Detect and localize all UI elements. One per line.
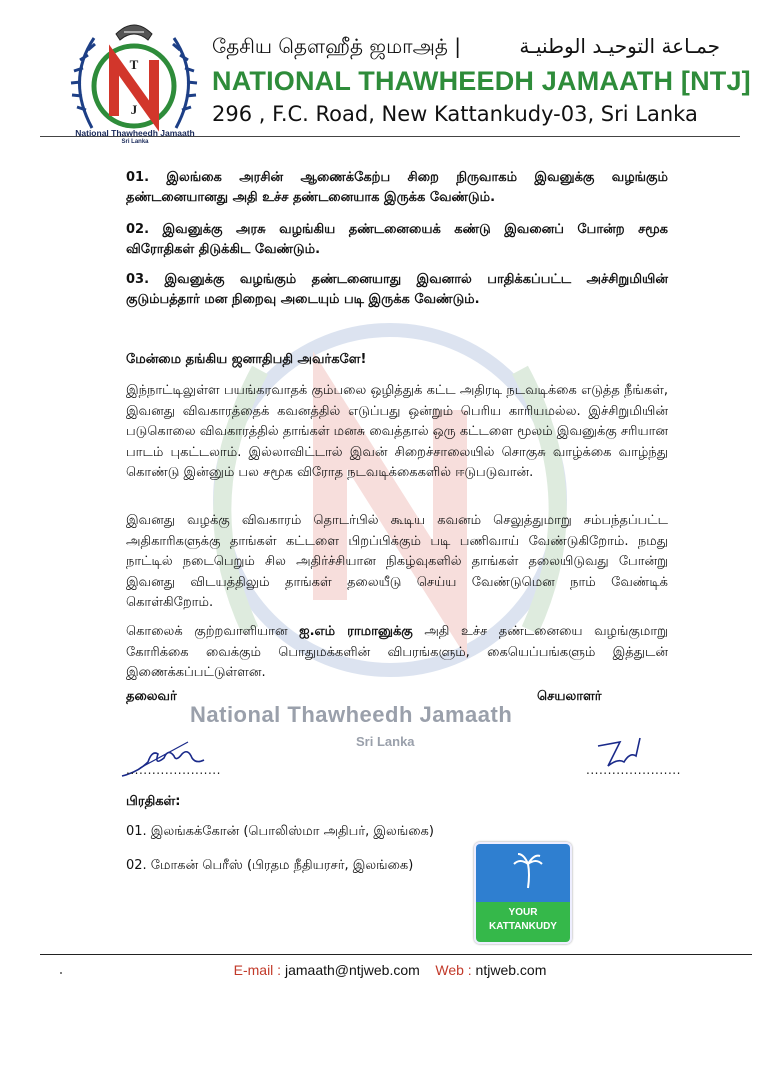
web-label: Web : xyxy=(435,962,472,978)
salutation: மேன்மை தங்கிய ஜனாதிபதி அவர்களே! xyxy=(126,352,367,367)
your-kattankudy-badge xyxy=(474,842,572,944)
org-address: 296 , F.C. Road, New Kattankudy-03, Sri Lanka xyxy=(212,102,698,126)
body-paragraph: இந்நாட்டிலுள்ள பயங்கரவாதக் கும்பலை ஒழித்துக் கட்ட அதிரடி நடவடிக்கை எடுத்த நீங்கள், இவனது விவகாரத்தைக் கவனத்தில் எடுப்பது ஒன்றும் பெரிய காரியமல்ல. இச்சிறுமியின் படுகொலை விவகாரத்தில் தாங்கள் மனசு வைத்தால் ஒரு கட்டளை மூலம் இவனுக்கு சரியான பாடம் புகட்டலாம். இல்லாவிட்டால் இவன் சிறைச்சாலையில் சொகுசு வாழ்க்கை வாழ்ந்து கொண்டு இன்னும் பல சமூக விரோத நடவடிக்கைகளில் ஈடுபடுவான். xyxy=(126,383,668,480)
copy-recipient: 01. இலங்கக்கோன் (பொலிஸ்மா அதிபர், இலங்கை) xyxy=(126,824,434,839)
org-name-english: NATIONAL THAWHEEDH JAMAATH [NTJ] xyxy=(212,66,751,96)
demand-item: 03. இவனுக்கு வழங்கும் தண்டனையாது இவனால் பாதிக்கப்பட்ட அச்சிறுமியின் குடும்பத்தார் மன நிறைவு அடையும் படி இருக்க வேண்டும். xyxy=(126,272,668,307)
crescent-palm-icon xyxy=(498,850,548,898)
copies-heading: பிரதிகள்: xyxy=(126,794,181,809)
email-label: E-mail : xyxy=(233,962,282,978)
org-name-tamil: தேசிய தௌஹீத் ஜமாஅத் xyxy=(212,34,448,58)
body-paragraph: இவனது வழக்கு விவகாரம் தொடர்பில் கூடிய கவனம் செலுத்துமாறு சம்பந்தப்பட்ட அதிகாரிகளுக்கு தாங்கள் கட்டளை பிறப்பிக்கும் படி பணிவாய் வேண்டுகிறோம். நமது நாட்டில் நடைபெறும் சில அதிர்ச்சியான நிகழ்வுகளில் தாங்கள் தலையிடுவது போன்று இவனது விடயத்திலும் தாங்கள் தலையீடு செய்ய வேண்டுமென நாம் வேண்டிக் கொள்கிறோம். xyxy=(126,513,668,610)
final-paragraph-pre: கொலைக் குற்றவாளியான xyxy=(126,624,300,639)
web-address[interactable]: ntjweb.com xyxy=(471,962,547,978)
secretary-signature-line: ...................... xyxy=(586,763,681,777)
watermark-subtitle: Sri Lanka xyxy=(356,734,415,749)
demand-item: 02. இவனுக்கு அரசு வழங்கிய தண்டனையைக் கண்டு இவனைப் போன்ற சமூக விரோதிகள் திடுக்கிட வேண்டும். xyxy=(126,222,668,257)
quran-book-icon xyxy=(116,25,152,40)
logo-letter-t: T xyxy=(129,57,139,72)
copy-recipient: 02. மோகன் பெரீஸ் (பிரதம நீதியரசர், இலங்கை) xyxy=(126,858,414,873)
final-paragraph xyxy=(126,622,668,684)
logo-caption-text: National Thawheedh Jamaath xyxy=(75,128,195,138)
org-name-arabic: جمـاعة التوحيـد الوطنيـة xyxy=(519,34,720,58)
leader-signature-line: ...................... xyxy=(126,763,221,777)
convict-name: ஐ.எம் ராமானுக்கு xyxy=(299,624,413,639)
logo-letter-j: J xyxy=(130,102,138,117)
final-paragraph-post: அதி உச்ச தண்டனையை வழங்குமாறு கோரிக்கை வைக்கும் பொதுமக்களின் விபரங்களும், கையெப்பங்களும் இத்துடன் இணைக்கப்பட்டுள்ளன. xyxy=(126,624,668,680)
watermark-title: National Thawheedh Jamaath xyxy=(190,702,513,727)
badge-line1: YOUR xyxy=(508,907,538,918)
email-address[interactable]: jamaath@ntjweb.com xyxy=(281,962,420,978)
secretary-title: செயலாளர் xyxy=(537,689,602,704)
footer-contact xyxy=(0,962,780,978)
leader-title: தலைவர் xyxy=(126,689,177,704)
header-org-names: தேசிய தௌஹீத் ஜமாஅத் | جمـاعة التوحيـد الوطنيـة xyxy=(212,34,720,58)
demand-item: 01. இலங்கை அரசின் ஆணைக்கேற்ப சிறை நிருவாகம் இவனுக்கு வழங்கும் தண்டனையானது அதி உச்ச தண்டனையாக இருக்க வேண்டும். xyxy=(126,170,668,205)
logo-subcaption: Sri Lanka xyxy=(121,139,149,145)
footer-divider xyxy=(40,954,752,955)
badge-line2: KATTANKUDY xyxy=(489,921,557,932)
header-divider xyxy=(40,136,740,137)
